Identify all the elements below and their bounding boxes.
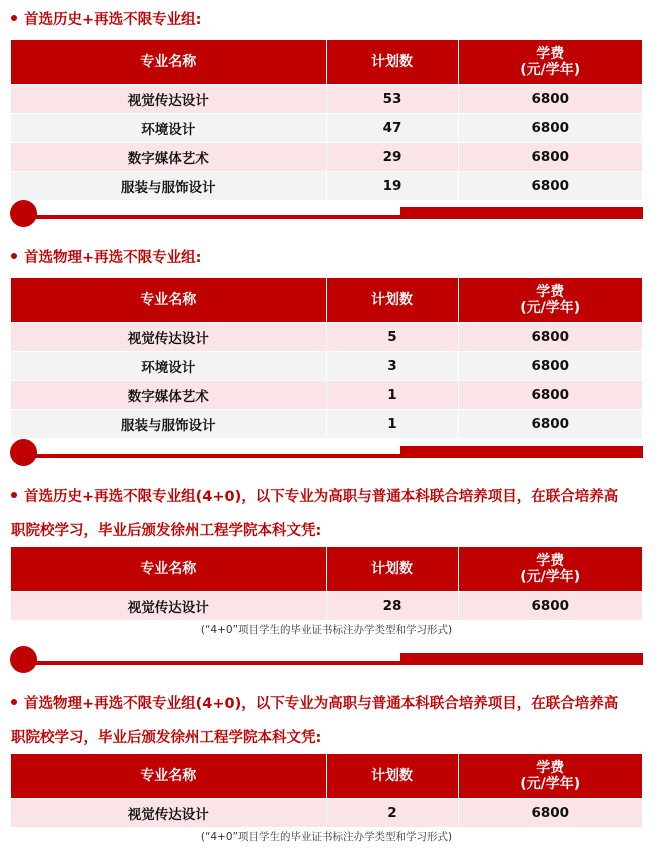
section-divider — [10, 646, 643, 674]
cell-plan: 1 — [326, 381, 458, 410]
cell-fee: 6800 — [458, 114, 642, 143]
cell-fee: 6800 — [458, 592, 642, 621]
cell-fee: 6800 — [458, 381, 642, 410]
divider-dot-icon — [10, 646, 37, 673]
cell-plan: 19 — [326, 172, 458, 201]
plan-table-1 — [11, 40, 642, 200]
table-header-row — [11, 754, 642, 799]
col-header-major: 专业名称 — [11, 40, 326, 85]
cell-fee: 6800 — [458, 323, 642, 352]
table-header-row — [11, 40, 642, 85]
table-row — [11, 85, 642, 114]
section-3-heading — [11, 480, 651, 514]
footnote: (“4+0”项目学生的毕业证书标注办学类型和学习形式) — [200, 624, 453, 636]
cell-fee: 6800 — [458, 410, 642, 439]
cell-major: 环境设计 — [11, 114, 326, 143]
table-row — [11, 799, 642, 828]
section-2-heading — [11, 241, 651, 275]
cell-major: 服装与服饰设计 — [11, 172, 326, 201]
section-1-heading — [11, 3, 651, 37]
bullet-icon — [11, 253, 17, 259]
table-row — [11, 381, 642, 410]
col-header-plan: 计划数 — [326, 754, 458, 799]
cell-major: 服装与服饰设计 — [11, 410, 326, 439]
bullet-icon — [11, 699, 17, 705]
plan-table-4 — [11, 754, 642, 827]
cell-major: 环境设计 — [11, 352, 326, 381]
table-row — [11, 172, 642, 201]
col-header-plan: 计划数 — [326, 278, 458, 323]
plan-table-2 — [11, 278, 642, 438]
col-header-fee: 学费 (元/学年) — [458, 40, 642, 85]
divider-thin-line — [30, 454, 430, 458]
section-4-heading-cont — [11, 721, 651, 755]
col-header-major: 专业名称 — [11, 754, 326, 799]
heading-text: 首选历史+再选不限专业组: — [24, 12, 202, 28]
cell-plan: 2 — [326, 799, 458, 828]
heading-text-line1: 首选历史+再选不限专业组(4+0)，以下专业为高职与普通本科联合培养项目，在联合培养高 — [24, 489, 619, 505]
cell-fee: 6800 — [458, 143, 642, 172]
table-row — [11, 143, 642, 172]
table-header-row — [11, 278, 642, 323]
footnote: (“4+0”项目学生的毕业证书标注办学类型和学习形式) — [200, 831, 453, 843]
cell-plan: 53 — [326, 85, 458, 114]
cell-major: 视觉传达设计 — [11, 592, 326, 621]
col-header-major: 专业名称 — [11, 278, 326, 323]
col-header-major: 专业名称 — [11, 547, 326, 592]
heading-text-line2: 职院校学习，毕业后颁发徐州工程学院本科文凭: — [11, 523, 322, 539]
col-header-plan: 计划数 — [326, 547, 458, 592]
cell-plan: 5 — [326, 323, 458, 352]
bullet-icon — [11, 492, 17, 498]
cell-major: 视觉传达设计 — [11, 799, 326, 828]
table-row — [11, 592, 642, 621]
divider-dot-icon — [10, 200, 37, 227]
cell-major: 视觉传达设计 — [11, 323, 326, 352]
table-row — [11, 114, 642, 143]
cell-plan: 28 — [326, 592, 458, 621]
cell-plan: 3 — [326, 352, 458, 381]
divider-thin-line — [30, 215, 430, 219]
divider-thick-bar — [400, 207, 643, 219]
col-header-fee: 学费 (元/学年) — [458, 754, 642, 799]
divider-thin-line — [30, 661, 430, 665]
bullet-icon — [11, 15, 17, 21]
cell-fee: 6800 — [458, 352, 642, 381]
cell-fee: 6800 — [458, 172, 642, 201]
col-header-fee: 学费 (元/学年) — [458, 547, 642, 592]
cell-major: 视觉传达设计 — [11, 85, 326, 114]
cell-plan: 47 — [326, 114, 458, 143]
cell-fee: 6800 — [458, 799, 642, 828]
section-4-heading — [11, 687, 651, 721]
section-divider — [10, 439, 643, 467]
cell-major: 数字媒体艺术 — [11, 143, 326, 172]
cell-plan: 29 — [326, 143, 458, 172]
divider-thick-bar — [400, 446, 643, 458]
heading-text: 首选物理+再选不限专业组: — [24, 250, 202, 266]
cell-major: 数字媒体艺术 — [11, 381, 326, 410]
cell-fee: 6800 — [458, 85, 642, 114]
section-divider — [10, 200, 643, 228]
table-row — [11, 352, 642, 381]
plan-table-3 — [11, 547, 642, 620]
section-3-heading-cont — [11, 514, 651, 548]
table-header-row — [11, 547, 642, 592]
heading-text-line1: 首选物理+再选不限专业组(4+0)，以下专业为高职与普通本科联合培养项目，在联合培养高 — [24, 696, 619, 712]
table-row — [11, 410, 642, 439]
divider-dot-icon — [10, 439, 37, 466]
col-header-plan: 计划数 — [326, 40, 458, 85]
cell-plan: 1 — [326, 410, 458, 439]
heading-text-line2: 职院校学习，毕业后颁发徐州工程学院本科文凭: — [11, 730, 322, 746]
divider-thick-bar — [400, 653, 643, 665]
table-row — [11, 323, 642, 352]
col-header-fee: 学费 (元/学年) — [458, 278, 642, 323]
